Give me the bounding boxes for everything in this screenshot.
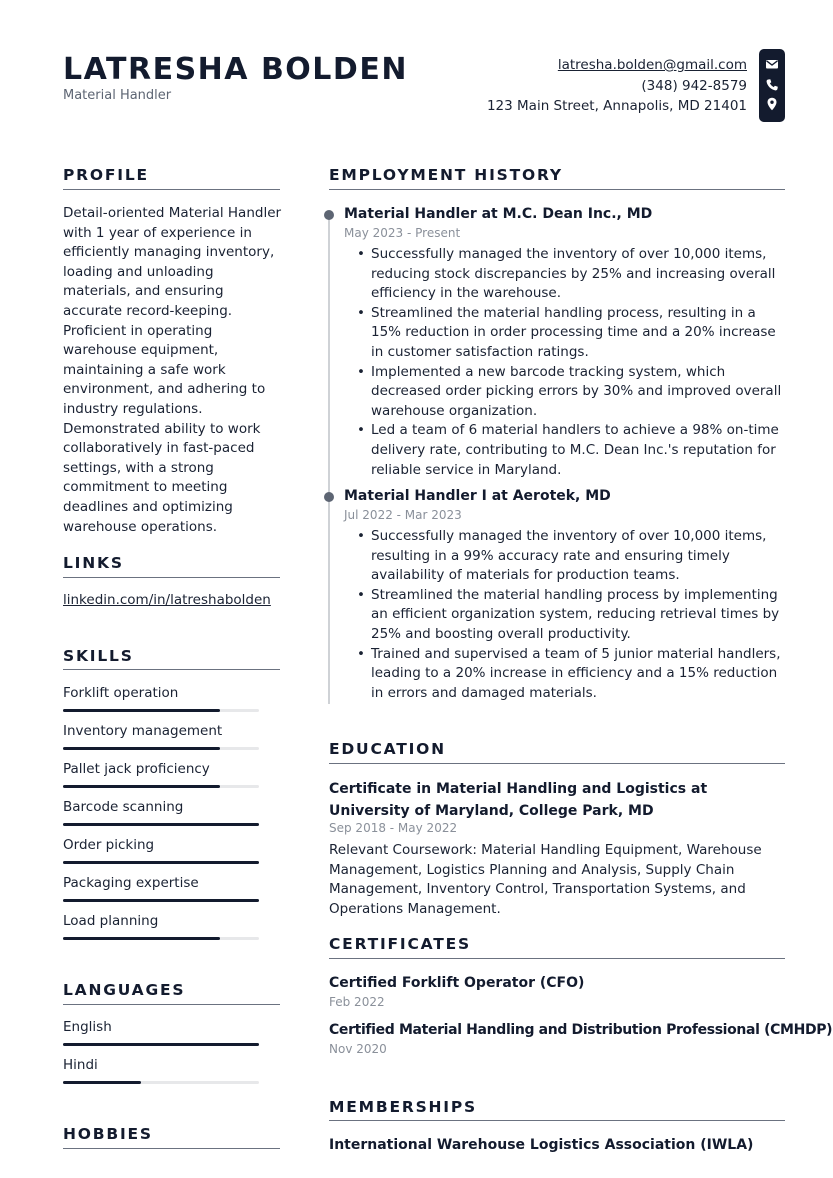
address: 123 Main Street, Annapolis, MD 21401	[486, 98, 747, 114]
language-label: Hindi	[63, 1057, 98, 1073]
phone-number: (348) 942-8579	[641, 77, 747, 94]
profile-text: Detail-oriented Material Handler with 1 year of experience in efficiently managing inventory, loading and unloading materials, and ensuring accurate record-keeping. Proficient in operating warehouse equipment, maintaining a safe work environment, and adhering to industry regulations. Demonstrated ability to work collaboratively in fast-paced settings, with a strong commitment to meeting deadlines and optimizing warehouse operations.	[63, 205, 282, 535]
job-bullet: • Led a team of 6 material handlers to achieve a 98% on-time delivery rate, contributing to M.C. Dean Inc.'s reputation for reliable service in Maryland.	[355, 421, 787, 480]
skill-item	[63, 837, 259, 853]
skill-level-track	[63, 785, 259, 788]
links-divider	[63, 577, 280, 578]
certificate-title: Certified Material Handling and Distribution Professional (CMHDP)	[329, 1022, 833, 1038]
location-pin-icon	[765, 97, 779, 111]
job-bullet: • Successfully managed the inventory of over 10,000 items, reducing stock discrepancies by 25% and increasing overall efficiency in the warehouse.	[355, 245, 787, 304]
skill-label: Inventory management	[63, 723, 223, 739]
job-bullets	[355, 527, 787, 703]
employment-heading: EMPLOYMENT HISTORY	[329, 166, 563, 184]
employment-divider	[329, 189, 785, 190]
job-bullets	[355, 245, 787, 480]
skill-level-track	[63, 861, 259, 864]
skill-item	[63, 723, 259, 739]
envelope-icon	[765, 57, 779, 71]
skill-label: Pallet jack proficiency	[63, 761, 210, 777]
job-bullet: • Streamlined the material handling process, resulting in a 15% reduction in order processing time and a 20% increase in customer satisfaction ratings.	[355, 304, 787, 363]
job-bullet: • Streamlined the material handling process by implementing an efficient organization system, reducing retrieval times by 25% and boosting overall productivity.	[355, 586, 787, 645]
language-level-track	[63, 1081, 259, 1084]
skill-level-fill	[63, 937, 220, 940]
education-heading: EDUCATION	[329, 740, 446, 758]
skill-item	[63, 799, 259, 815]
candidate-name: LATRESHA BOLDEN	[63, 52, 408, 87]
skill-level-track	[63, 899, 259, 902]
skill-item	[63, 761, 259, 777]
profile-divider	[63, 189, 280, 190]
job-bullet: • Successfully managed the inventory of over 10,000 items, resulting in a 99% accuracy rate and ensuring timely availability of materials for production teams.	[355, 527, 787, 586]
skill-label: Order picking	[63, 837, 155, 853]
job-bullet: • Trained and supervised a team of 5 junior material handlers, leading to a 20% increase in efficiency and a 15% reduction in errors and damaged materials.	[355, 645, 787, 704]
language-item	[63, 1057, 259, 1073]
education-description: Relevant Coursework: Material Handling Equipment, Warehouse Management, Logistics Planning and Analysis, Supply Chain Management, Inventory Control, Transportation Systems, and Operations Management.	[329, 842, 762, 917]
phone-icon	[765, 78, 779, 92]
job-heading: Material Handler I at Aerotek, MD	[344, 488, 611, 504]
job-bullet: • Implemented a new barcode tracking system, which decreased order picking errors by 30% and improved overall warehouse organization.	[355, 363, 787, 422]
education-title: Certificate in Material Handling and Logistics at University of Maryland, College Park, MD	[329, 781, 708, 819]
job-dates: May 2023 - Present	[344, 226, 461, 240]
memberships-heading: MEMBERSHIPS	[329, 1098, 478, 1116]
links-heading: LINKS	[63, 554, 124, 572]
job-title: Material Handler	[63, 88, 172, 103]
memberships-divider	[329, 1120, 785, 1121]
language-level-track	[63, 1043, 259, 1046]
skills-divider	[63, 669, 280, 670]
skill-label: Barcode scanning	[63, 799, 184, 815]
skill-item	[63, 913, 259, 929]
skill-level-fill	[63, 709, 220, 712]
skill-level-fill	[63, 899, 259, 902]
hobbies-heading: HOBBIES	[63, 1125, 153, 1143]
skills-heading: SKILLS	[63, 647, 134, 665]
linkedin-link[interactable]: linkedin.com/in/latreshabolden	[63, 592, 271, 608]
skill-item	[63, 685, 259, 701]
timeline-dot	[324, 210, 334, 220]
skill-level-track	[63, 709, 259, 712]
education-dates: Sep 2018 - May 2022	[329, 821, 458, 835]
skill-level-fill	[63, 861, 259, 864]
certificate-date: Nov 2020	[329, 1042, 387, 1056]
timeline-dot	[324, 492, 334, 502]
job-dates: Jul 2022 - Mar 2023	[344, 508, 462, 522]
certificate-date: Feb 2022	[329, 995, 385, 1009]
language-item	[63, 1019, 259, 1035]
timeline-line	[328, 214, 330, 704]
certificates-heading: CERTIFICATES	[329, 935, 471, 953]
skill-label: Load planning	[63, 913, 159, 929]
language-level-fill	[63, 1043, 259, 1046]
language-label: English	[63, 1019, 112, 1035]
skill-label: Forklift operation	[63, 685, 179, 701]
skill-level-track	[63, 747, 259, 750]
membership-title: International Warehouse Logistics Association (IWLA)	[329, 1137, 754, 1153]
languages-divider	[63, 1004, 280, 1005]
contact-block	[487, 55, 747, 117]
skill-level-track	[63, 937, 259, 940]
profile-heading: PROFILE	[63, 166, 149, 184]
skill-level-fill	[63, 823, 259, 826]
education-divider	[329, 763, 785, 764]
skill-level-fill	[63, 747, 220, 750]
hobbies-divider	[63, 1148, 280, 1149]
certificate-title: Certified Forklift Operator (CFO)	[329, 975, 585, 991]
certificates-divider	[329, 958, 785, 959]
job-heading: Material Handler at M.C. Dean Inc., MD	[344, 206, 653, 222]
contact-icon-bar	[759, 49, 785, 122]
skill-level-track	[63, 823, 259, 826]
skill-level-fill	[63, 785, 220, 788]
language-level-fill	[63, 1081, 141, 1084]
skill-label: Packaging expertise	[63, 875, 199, 891]
skill-item	[63, 875, 259, 891]
email-link[interactable]: latresha.bolden@gmail.com	[557, 57, 747, 73]
languages-heading: LANGUAGES	[63, 981, 186, 999]
